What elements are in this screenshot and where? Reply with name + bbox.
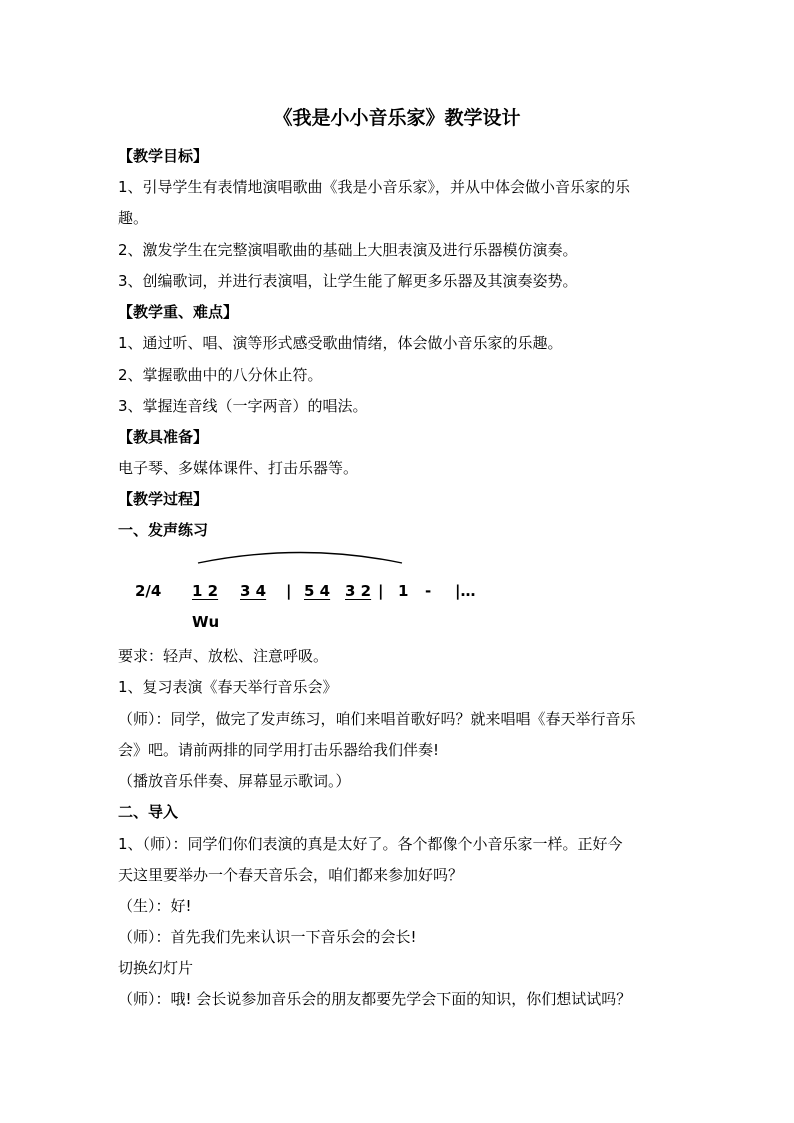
teacher-line-2: 1、（师）：同学们你们表演的真是太好了。各个都像个小音乐家一样。正好今 xyxy=(118,835,623,853)
review-step-title: 1、复习表演《春天举行音乐会》 xyxy=(118,678,338,696)
time-signature: 2/4 xyxy=(135,582,162,600)
teacher-line-2-cont: 天这里要举办一个春天音乐会，咱们都来参加好吗？ xyxy=(118,866,464,884)
lyric-wu: Wu xyxy=(192,613,220,631)
key-point-1: 1、通过听、唱、演等形式感受歌曲情绪，体会做小音乐家的乐趣。 xyxy=(118,334,563,352)
teacher-line-1: （师）：同学，做完了发声练习，咱们来唱首歌好吗？就来唱唱《春天举行音乐 xyxy=(118,710,636,728)
note-group-4: 3 2 xyxy=(345,582,372,600)
section-intro: 二、导入 xyxy=(118,803,179,821)
section-vocal-practice: 一、发声练习 xyxy=(118,521,209,539)
bar-line-2: | xyxy=(378,582,384,600)
heading-teaching-goals: 【教学目标】 xyxy=(118,147,209,165)
bar-line-1: | xyxy=(286,582,292,600)
goal-line-2: 2、激发学生在完整演唱歌曲的基础上大胆表演及进行乐器模仿演奏。 xyxy=(118,241,578,259)
key-point-3: 3、掌握连音线（一字两音）的唱法。 xyxy=(118,397,368,415)
note-whole: 1 xyxy=(398,582,409,600)
teacher-line-4: （师）：哦! 会长说参加音乐会的朋友都要先学会下面的知识，你们想试试吗？ xyxy=(118,990,632,1008)
note-group-2: 3 4 xyxy=(240,582,267,600)
slide-switch: 切换幻灯片 xyxy=(118,959,194,977)
note-group-3: 5 4 xyxy=(304,582,331,600)
goal-line-1: 1、引导学生有表情地演唱歌曲《我是小音乐家》，并从中体会做小音乐家的乐 xyxy=(118,178,631,196)
teacher-line-3: （师）：首先我们先来认识一下音乐会的会长! xyxy=(118,928,417,946)
materials-text: 电子琴、多媒体课件、打击乐器等。 xyxy=(118,459,359,477)
heading-process: 【教学过程】 xyxy=(118,490,209,508)
sustain-dash: - xyxy=(425,582,432,600)
document-title: 《我是小小音乐家》教学设计 xyxy=(273,107,521,129)
slur-mark xyxy=(196,548,406,566)
heading-materials: 【教具准备】 xyxy=(118,428,209,446)
stage-direction: （播放音乐伴奏、屏幕显示歌词。） xyxy=(118,772,351,790)
goal-line-1-cont: 趣。 xyxy=(118,209,149,227)
student-reply: （生）：好! xyxy=(118,897,192,915)
requirement-text: 要求：轻声、放松、注意呼吸。 xyxy=(118,647,329,665)
goal-line-3: 3、创编歌词，并进行表演唱，让学生能了解更多乐器及其演奏姿势。 xyxy=(118,272,578,290)
note-group-1: 1 2 xyxy=(192,582,219,600)
heading-key-points: 【教学重、难点】 xyxy=(118,303,239,321)
teacher-line-1-cont: 会》吧。请前两排的同学用打击乐器给我们伴奏! xyxy=(118,741,440,759)
key-point-2: 2、掌握歌曲中的八分休止符。 xyxy=(118,366,323,384)
bar-line-end: |… xyxy=(455,582,476,600)
